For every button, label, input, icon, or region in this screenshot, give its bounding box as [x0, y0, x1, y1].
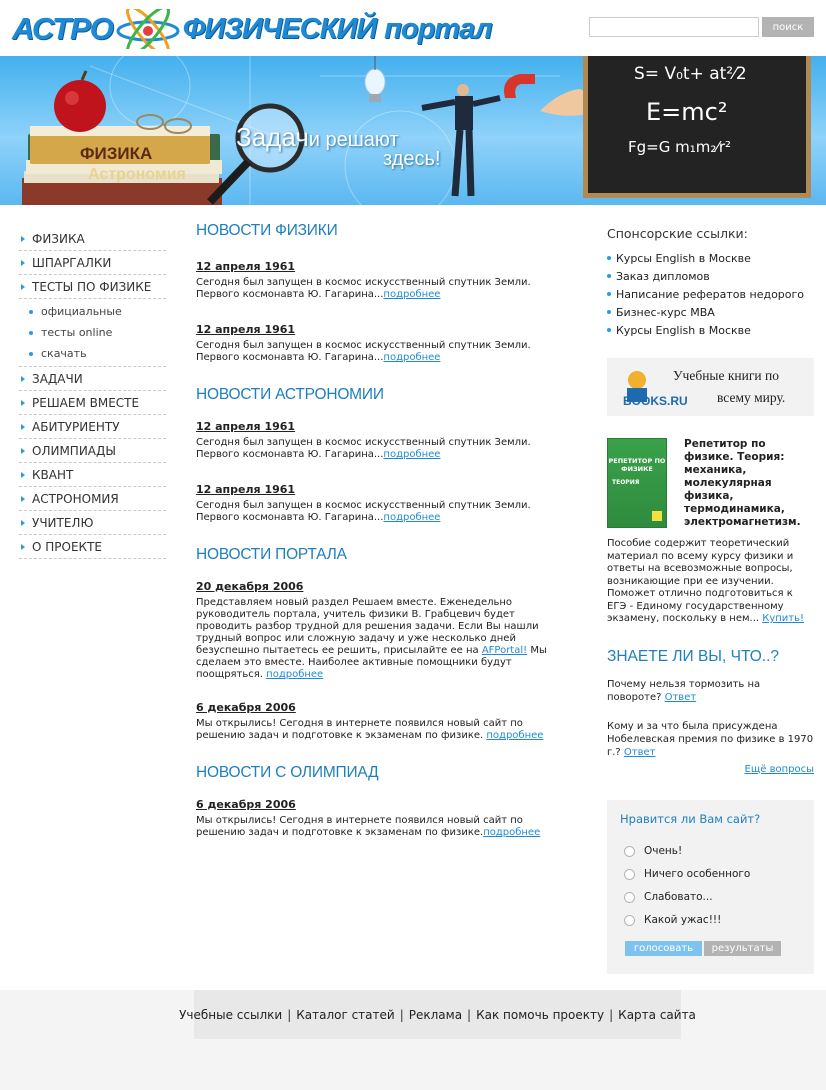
arrow-right-icon — [21, 284, 25, 290]
search-button[interactable]: поиск — [762, 17, 814, 37]
footer — [0, 990, 826, 1090]
magnet-icon — [504, 74, 535, 98]
news-date[interactable]: 12 апреля 1961 — [196, 260, 296, 273]
books-ru-banner[interactable] — [607, 358, 814, 416]
news-item — [196, 798, 568, 839]
arrow-right-icon — [21, 236, 25, 242]
poll-option[interactable]: Слабовато... — [620, 886, 814, 908]
news-item — [196, 260, 568, 301]
arrow-right-icon — [21, 472, 25, 478]
poll-title: Нравится ли Вам сайт? — [620, 812, 761, 826]
bullet-icon — [607, 328, 611, 332]
apple-icon — [54, 80, 106, 132]
header — [0, 0, 826, 56]
more-link[interactable]: подробнее — [383, 352, 441, 363]
bullet-icon — [29, 310, 33, 314]
news-date[interactable]: 12 апреля 1961 — [196, 483, 296, 496]
section-title: НОВОСТИ АСТРОНОМИИ — [196, 386, 384, 403]
bullet-icon — [29, 352, 33, 356]
book-label-astronomy: Астрономия — [88, 166, 186, 183]
news-text: Мы открылись! Сегодня в интернете появился новый сайт по решению задач и подготовке к экзаменам по физике. подробнее — [196, 718, 544, 741]
nav-item-kvant[interactable]: КВАНТ — [19, 463, 166, 487]
banner-slogan-line2: здесь! — [383, 148, 441, 170]
more-link[interactable]: подробнее — [266, 669, 324, 680]
poll-option[interactable]: Какой ужас!!! — [620, 909, 814, 931]
businessman-icon — [422, 84, 500, 196]
sponsor-link[interactable]: Бизнес-курс MBA — [607, 303, 814, 321]
nav-item-physics-tests[interactable]: ТЕСТЫ ПО ФИЗИКЕ — [19, 275, 166, 299]
news-date[interactable]: 20 декабря 2006 — [196, 580, 304, 593]
arrow-right-icon — [21, 376, 25, 382]
news-item — [196, 483, 568, 524]
nav-item-teachers[interactable]: УЧИТЕЛЮ — [19, 511, 166, 535]
bullet-icon — [607, 274, 611, 278]
footer-link-articles[interactable]: Каталог статей — [296, 1007, 395, 1022]
news-text: Сегодня был запущен в космос искусственный спутник Земли. Первого космонавта Ю. Гагарина...подробнее — [196, 277, 531, 300]
section-physics-news — [196, 222, 568, 364]
poll-option[interactable]: Ничего особенного — [620, 863, 814, 885]
more-link[interactable]: подробнее — [486, 730, 544, 741]
section-astronomy-news — [196, 386, 568, 524]
nav-subitem-download[interactable]: скачать — [19, 343, 166, 364]
site-poll — [607, 800, 814, 974]
left-navigation — [19, 227, 166, 559]
book-label-physics: ФИЗИКА — [80, 144, 153, 163]
book-cover-badge — [652, 511, 662, 521]
site-logo[interactable] — [12, 8, 492, 50]
results-button[interactable]: результаты — [704, 941, 781, 956]
radio-button[interactable] — [624, 892, 635, 903]
sponsor-link[interactable]: Курсы English в Москве — [607, 249, 814, 267]
nav-item-physics[interactable]: ФИЗИКА — [19, 227, 166, 251]
poll-buttons — [620, 936, 814, 956]
book-promo — [607, 438, 814, 529]
section-title: НОВОСТИ ФИЗИКИ — [196, 222, 338, 239]
answer-link[interactable]: Ответ — [623, 746, 656, 758]
books-ru-logo: BOOKS.RU — [623, 394, 688, 408]
footer-link-help-project[interactable]: Как помочь проекту — [476, 1007, 605, 1022]
formula-gravity: Fg=G m₁m₂⁄r² — [628, 138, 732, 156]
nav-item-about[interactable]: О ПРОЕКТЕ — [19, 535, 166, 559]
bullet-icon — [607, 310, 611, 314]
news-text: Сегодня был запущен в космос искусственный спутник Земли. Первого космонавта Ю. Гагарина...подробнее — [196, 437, 531, 460]
bullet-icon — [607, 256, 611, 260]
formula-motion: S= V₀t+ at²⁄2 — [634, 64, 747, 84]
more-questions-link[interactable]: Ещё вопросы — [744, 763, 814, 775]
vote-button[interactable]: голосовать — [625, 941, 702, 956]
question-item: Кому и за что была присуждена Нобелевская премия по физике в 1970 г.? Ответ — [607, 720, 814, 758]
bullet-icon — [607, 292, 611, 296]
buy-link[interactable]: Купить! — [762, 613, 805, 624]
footer-separator: | — [467, 1007, 472, 1022]
radio-button[interactable] — [624, 869, 635, 880]
nav-item-solve-together[interactable]: РЕШАЕМ ВМЕСТЕ — [19, 391, 166, 415]
logo-text-portal: портал — [384, 12, 492, 45]
did-you-know-title: ЗНАЕТЕ ЛИ ВЫ, ЧТО..? — [607, 647, 780, 665]
news-date[interactable]: 12 апреля 1961 — [196, 323, 296, 336]
book-description: Пособие содержит теоретический материал по всему курсу физики и ответы на всевозможные вопросы, возникающие при ее изучении. Поможет отлично подготовиться к ЕГЭ - Единому государственному экзамену, поскольку в нем... Купить! — [607, 538, 805, 624]
afportal-link[interactable]: AFPortal! — [481, 645, 528, 656]
light-bulb-icon — [365, 56, 385, 102]
nav-subgroup-tests — [19, 299, 166, 367]
footer-link-study-links[interactable]: Учебные ссылки — [179, 1007, 283, 1022]
more-link[interactable]: подробнее — [383, 289, 441, 300]
sponsor-link[interactable]: Курсы English в Москве — [607, 321, 814, 339]
news-text: Представляем новый раздел Решаем вместе. Еженедельно руководитель портала, учитель физики В. Грабцевич будет проводить разбор трудной для решения задачи. Если Вы нашли трудный вопрос или сложную задачу и уже несколько дней безуспешно пытаетесь ее решить, присылайте ее на AFPortal! Мы сделаем это вместе. Наиболее активные помощники будут поощряться. подробнее — [196, 597, 547, 680]
formula-energy: E=mc² — [646, 98, 728, 126]
radio-button[interactable] — [624, 846, 635, 857]
radio-button[interactable] — [624, 915, 635, 926]
more-link[interactable]: подробнее — [383, 512, 441, 523]
atom-emblem-icon — [115, 9, 181, 49]
footer-link-ads[interactable]: Реклама — [408, 1007, 463, 1022]
news-item — [196, 420, 568, 461]
blackboard — [583, 56, 811, 198]
arrow-right-icon — [21, 448, 25, 454]
nav-item-cheatsheets[interactable]: ШПАРГАЛКИ — [19, 251, 166, 275]
footer-separator: | — [609, 1007, 614, 1022]
arrow-right-icon — [21, 496, 25, 502]
books-banner-line1: Учебные книги по — [673, 368, 779, 383]
footer-link-sitemap[interactable]: Карта сайта — [618, 1007, 696, 1022]
news-text: Сегодня был запущен в космос искусственный спутник Земли. Первого космонавта Ю. Гагарина...подробнее — [196, 500, 531, 523]
poll-options — [620, 840, 814, 931]
footer-links — [179, 990, 696, 1039]
nav-item-olympiads[interactable]: ОЛИМПИАДЫ — [19, 439, 166, 463]
sponsor-link[interactable]: Заказ дипломов — [607, 267, 814, 285]
more-link[interactable]: подробнее — [383, 449, 441, 460]
section-title: НОВОСТИ ПОРТАЛА — [196, 546, 347, 563]
news-date[interactable]: 6 декабря 2006 — [196, 798, 296, 811]
nav-item-problems[interactable]: ЗАДАЧИ — [19, 367, 166, 391]
logo-text-astro: АСТРО — [12, 11, 113, 46]
news-date[interactable]: 6 декабря 2006 — [196, 701, 296, 714]
nav-subitem-official[interactable]: официальные — [19, 301, 166, 322]
poll-option[interactable]: Очень! — [620, 840, 814, 862]
nav-subitem-online-tests[interactable]: тесты online — [19, 322, 166, 343]
news-text: Сегодня был запущен в космос искусственный спутник Земли. Первого космонавта Ю. Гагарина...подробнее — [196, 340, 531, 363]
news-item — [196, 323, 568, 364]
logo-text-fizicheskiy: ФИЗИЧЕСКИЙ — [182, 12, 377, 45]
news-text: Мы открылись! Сегодня в интернете появился новый сайт по решению задач и подготовке к экзаменам по физике.подробнее — [196, 815, 541, 838]
nav-item-astronomy[interactable]: АСТРОНОМИЯ — [19, 487, 166, 511]
books-banner-line2: всему миру. — [717, 390, 786, 405]
arrow-right-icon — [21, 400, 25, 406]
arrow-right-icon — [21, 520, 25, 526]
nav-item-applicants[interactable]: АБИТУРИЕНТУ — [19, 415, 166, 439]
main-content — [196, 222, 568, 861]
news-item — [196, 701, 568, 742]
news-date[interactable]: 12 апреля 1961 — [196, 420, 296, 433]
hero-banner — [0, 56, 826, 205]
question-item: Почему нельзя тормозить на повороте? Ответ — [607, 678, 761, 703]
book-cover-image[interactable]: РЕПЕТИТОР ПО ФИЗИКЕ ТЕОРИЯ — [607, 438, 667, 528]
right-sidebar — [607, 226, 814, 775]
magnifier-icon — [210, 106, 302, 202]
section-title: НОВОСТИ С ОЛИМПИАД — [196, 764, 379, 781]
more-link[interactable]: подробнее — [483, 827, 541, 838]
section-portal-news — [196, 546, 568, 742]
section-olympiad-news — [196, 764, 568, 839]
answer-link[interactable]: Ответ — [664, 691, 697, 703]
sponsor-link[interactable]: Написание рефератов недорого — [607, 285, 814, 303]
sponsor-links-title: Спонсорские ссылки: — [607, 226, 748, 241]
arrow-right-icon — [21, 260, 25, 266]
book-title[interactable]: Репетитор по физике. Теория: механика, молекулярная физика, термодинамика, электромагнетизм. — [684, 438, 801, 528]
banner-slogan-line1: Задачи решают — [236, 122, 399, 152]
news-item — [196, 580, 568, 681]
footer-separator: | — [287, 1007, 292, 1022]
footer-separator: | — [399, 1007, 404, 1022]
bullet-icon — [29, 331, 33, 335]
arrow-right-icon — [21, 544, 25, 550]
search-input[interactable] — [589, 17, 759, 37]
arrow-right-icon — [21, 424, 25, 430]
